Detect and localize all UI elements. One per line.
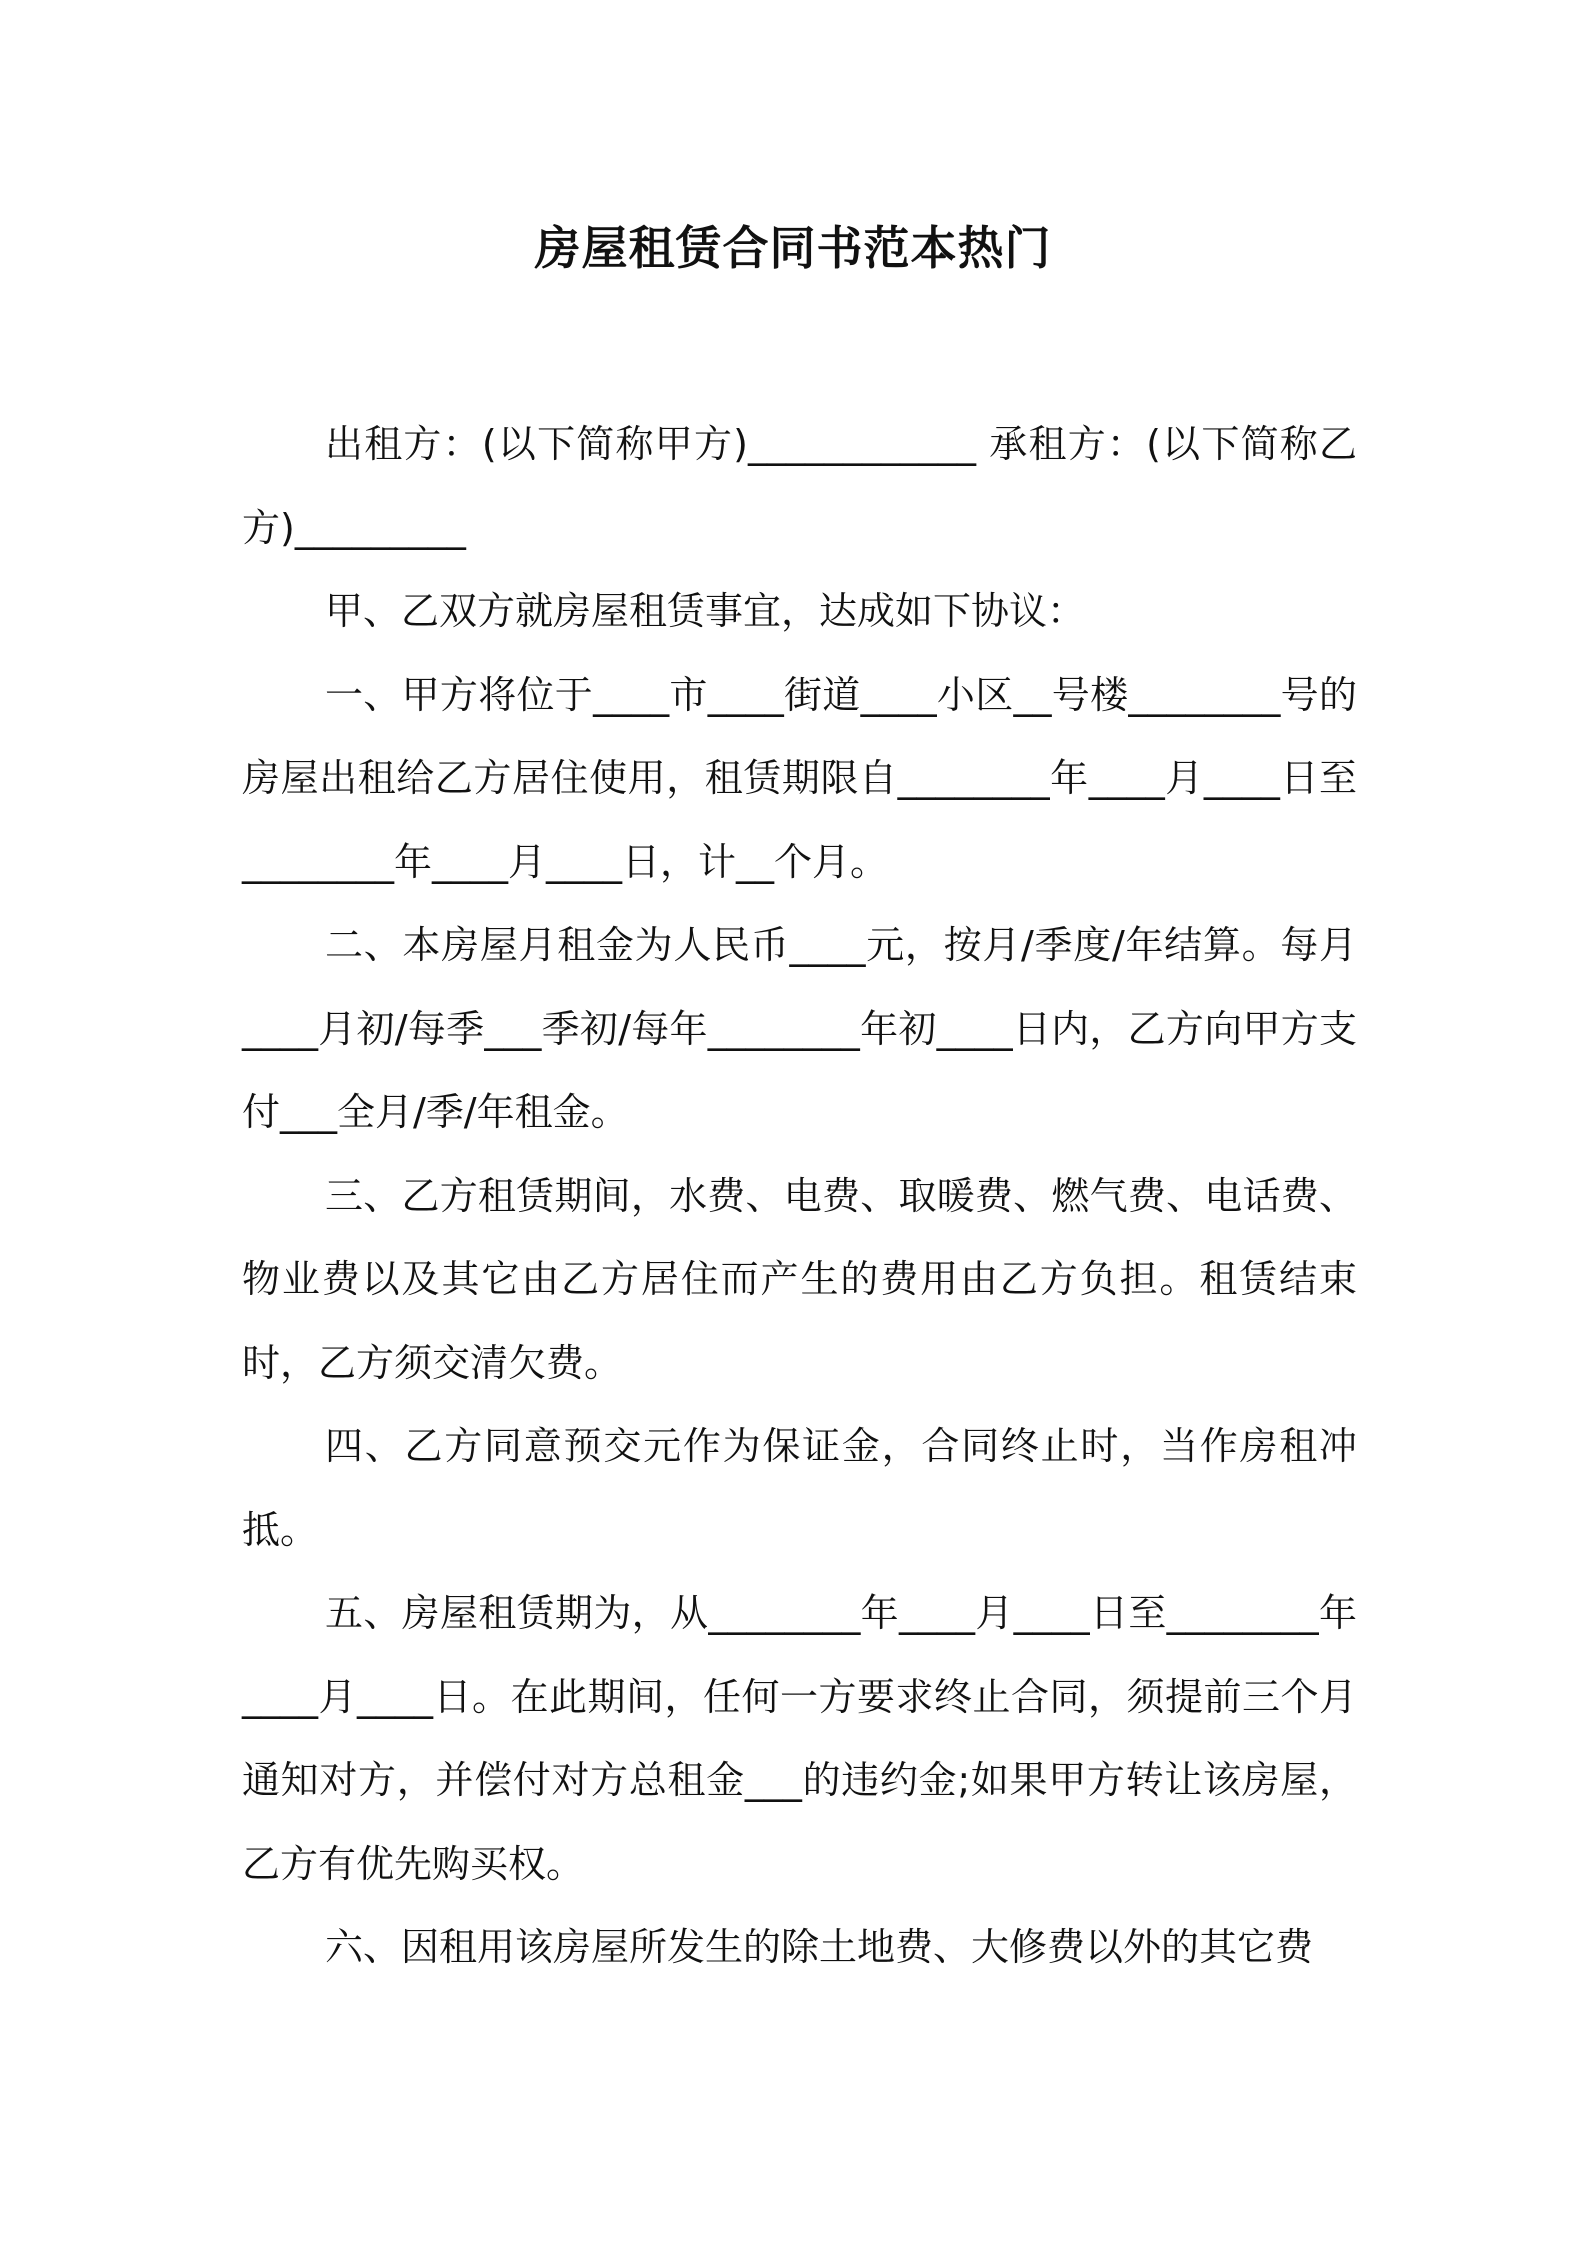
clause-6-paragraph: 六、因租用该房屋所发生的除土地费、大修费以外的其它费 (325, 1925, 1314, 1969)
parties-paragraph: 出租方：(以下简称甲方)____________ 承租方：(以下简称乙方)_________ (242, 422, 1357, 550)
clause-3-paragraph: 三、乙方租赁期间，水费、电费、取暖费、燃气费、电话费、物业费以及其它由乙方居住而产生的费用由乙方负担。租赁结束时，乙方须交清欠费。 (242, 1173, 1357, 1385)
document-title: 房屋租赁合同书范本热门 (534, 221, 1052, 275)
agreement-intro-paragraph: 甲、乙双方就房屋租赁事宜，达成如下协议： (325, 589, 1086, 633)
clause-5-paragraph: 五、房屋租赁期为，从________年____月____日至________年____月____日。在此期间，任何一方要求终止合同，须提前三个月通知对方，并偿付对方总租金___的违约金;如果甲方转让该房屋，乙方有优先购买权。 (242, 1591, 1357, 1886)
clause-1-paragraph: 一、甲方将位于____市____街道____小区__号楼________号的房屋出租给乙方居住使用，租赁期限自________年____月____日至________年____月____日，计__个月。 (242, 672, 1357, 884)
document-body (242, 403, 1357, 1990)
clause-2-paragraph: 二、本房屋月租金为人民币____元，按月/季度/年结算。每月____月初/每季___季初/每年________年初____日内，乙方向甲方支付___全月/季/年租金。 (242, 923, 1357, 1134)
clause-4-paragraph: 四、乙方同意预交元作为保证金，合同终止时，当作房租冲抵。 (242, 1424, 1357, 1552)
